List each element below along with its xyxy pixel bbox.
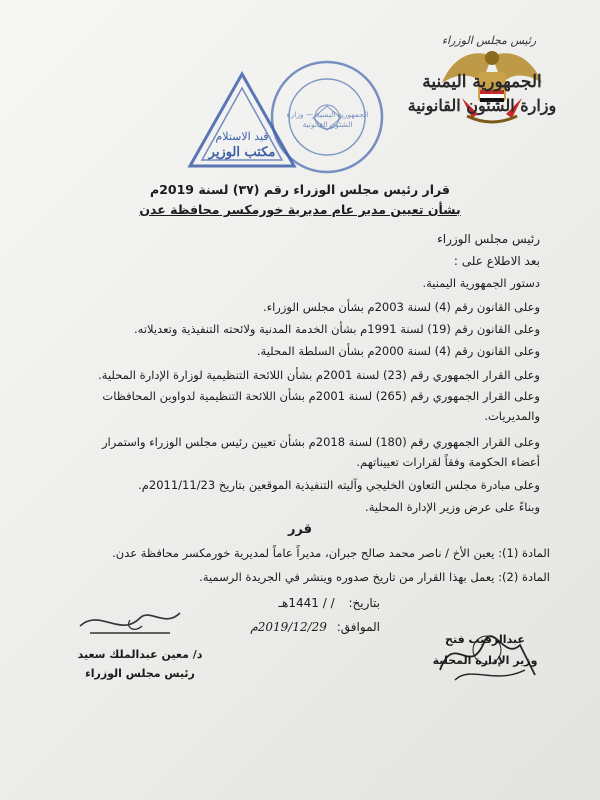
body-line-4: وعلى القانون رقم (4) لسنة 2000م بشأن السلطة المحلية. <box>256 344 540 358</box>
article-1: المادة (1): يعين الأخ / ناصر محمد صالح جبران، مديراً عاماً لمديرية خورمكسر محافظة عدن. <box>112 546 550 560</box>
body-line-9: وبناءً على عرض وزير الإدارة المحلية. <box>365 500 540 514</box>
stamp-text-2: مكتب الوزير <box>208 145 276 160</box>
article-2: المادة (2): يعمل بهذا القرار من تاريخ صدوره وينشر في الجريدة الرسمية. <box>199 570 550 584</box>
ministry-name: وزارة الشئون القانونية <box>407 96 557 115</box>
greg-value: 2019/12/29م <box>250 620 327 634</box>
republic-name: الجمهورية اليمنية <box>422 72 542 92</box>
body-line-7: وعلى القرار الجمهوري رقم (180) لسنة 2018م بشأن تعيين رئيس مجلس الوزراء واستمرار أعضاء الحكومة وفقاً لقرارات تعييناتهم. <box>101 435 540 469</box>
greg-label: الموافق: <box>336 620 380 634</box>
hijri-date <box>220 596 380 610</box>
body-line-2: وعلى القانون رقم (4) لسنة 2003م بشأن مجلس الوزراء. <box>263 300 540 314</box>
decree-heading: قرر <box>287 522 313 537</box>
greg-date <box>220 620 380 634</box>
pm-signature-icon <box>70 598 190 648</box>
pm-name: د/ معين عبدالملك سعيد <box>77 648 203 661</box>
emblem-caption: رئيس مجلس الوزراء <box>441 34 537 47</box>
stamp-text-1: قيد الاستلام <box>215 130 269 143</box>
pm-title: رئيس مجلس الوزراء <box>85 667 195 680</box>
hijri-value: / / 1441هـ <box>278 596 335 610</box>
minister-title: وزير الإدارة المحلية <box>432 654 538 667</box>
minister-name: عبدالرقيب فتح <box>445 633 525 646</box>
pm-signature-block <box>60 648 220 680</box>
letterhead <box>392 72 572 115</box>
decree-subtitle: بشأن تعيين مدير عام مديرية خورمكسر محافظة عدن <box>139 202 461 217</box>
round-stamp-text: الجمهورية اليمنية — وزارة الشئون القانونية <box>286 110 369 129</box>
body-line-6: وعلى القرار الجمهوري رقم (265) لسنة 2001م بشأن اللائحة التنظيمية لدواوين المحافظات والمديريات. <box>102 389 540 423</box>
decree-title: قرار رئيس مجلس الوزراء رقم (٣٧) لسنة 2019م <box>150 182 450 197</box>
issuer-line: رئيس مجلس الوزراء <box>437 232 540 246</box>
body-line-8: وعلى مبادرة مجلس التعاون الخليجي وآليته التنفيذية الموقعين بتاريخ 2011/11/23م. <box>138 478 540 492</box>
hijri-label: بتاريخ: <box>348 596 380 610</box>
body-line-5: وعلى القرار الجمهوري رقم (23) لسنة 2001م بشأن اللائحة التنظيمية لوزارة الإدارة المحلية. <box>98 368 540 382</box>
after-review-line: بعد الاطلاع على : <box>453 254 540 268</box>
body-line-1: دستور الجمهورية اليمنية. <box>422 276 540 290</box>
minister-signature-block <box>420 633 550 667</box>
body-line-3: وعلى القانون رقم (19) لسنة 1991م بشأن الخدمة المدنية ولائحته التنفيذية وتعديلاته. <box>134 322 540 336</box>
